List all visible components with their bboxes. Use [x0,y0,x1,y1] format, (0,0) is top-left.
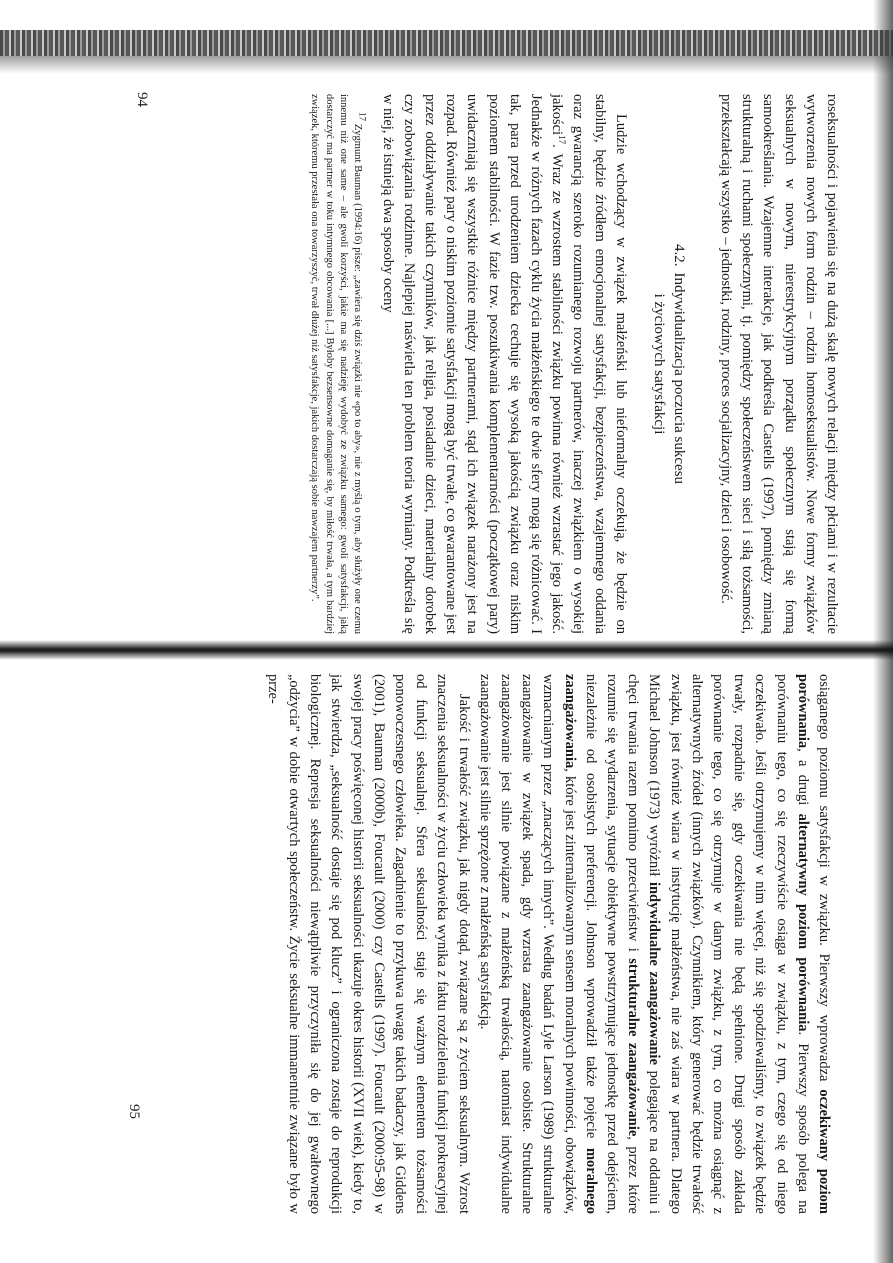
section-number: 4.2. [670,243,687,267]
scan-edge-top [0,30,893,56]
bold-term: moralnego zaangażowania [561,674,599,1214]
page-number: 95 [126,1104,142,1119]
scan-edge-shadow [0,56,893,74]
bold-term: strukturalne zaangażowanie [625,958,642,1137]
paragraph [376,94,630,634]
paragraph-text: , które jest zinternalizowanym sensem moralnych powinności, obowiązków, wzmacnianym przez „znaczących innych”. Według badań Lyle Larson (1989) strukturalne zaangażowanie w związek spada, gdy wzrasta zaangażowanie osobiste. Strukturalne zaangażowanie jest silnie powiązane z małżeńską trwałością, natomiast indywidualne zaangażowanie jest silnie sprzężone z małżeńską satysfakcją. [476,674,578,1214]
section-title-line2: i życiowych satysfakcji [650,293,667,435]
footnote-reference: 17 [557,135,567,145]
paragraph: Jakość i trwałość związku, jak nigdy dotąd, związane są z życiem seksualnym. Wzrost znaczenia seksualności w życiu człowieka wynika z faktu rozdzielenia funkcji prokreacyjnej od funkcji seksualnej. Sfera seksualności staje się ważnym elementem tożsamości ponowoczesnego człowieka. Zagadnienie to przykuwa uwagę takich badaczy, jak Giddens (2001), Bauman (2000b), Foucault (2000) czy Castells (1997). Foucault (2000:95-98) w swojej pracy poświęconej historii seksualności ukazuje okres historii (XVII wiek), kiedy to, jak stwierdza, „seksualność dostaje się pod klucz” i ograniczona zostaje do reprodukcji biologicznej. Represja seksualności niewątpliwie przyczyniła się do jej gwałtownego „odżycia” w dobie otwartych społeczeństw. Życie seksualne immanentnie związane było w prze- [264,674,472,1214]
footnote-number: 17 [357,112,368,121]
paragraph-text: polegające na oddaniu i chęci trwania razem pomimo przeciwieństw i [625,674,663,1215]
paragraph-text-continued: . Wraz ze wzrostem stabilności związku powinna również wzrastać jego jakość. Jednakże w różnych fazach cyklu życia małżeńskiego te dwie sfery mogą się różnicować. I tak, para przed urodzeniem dziecka cechuje się wysoką jakością związku oraz niskim poziomem stabilności. W fazie tzw. poszukiwania komplementarności (początkowej pary) uwidaczniają się wszystkie różnice między partnerami, stąd ich związek narażony jest na rozpad. Również pary o niskim poziomie satysfakcji mogą być trwałe, co gwarantowane jest przez oddziaływanie takich czynników, jak religia, posiadanie dzieci, materialny dorobek czy zobowiązania rodzinne. Najlepiej naświetla ten problem teoria wymiany. Podkreśla się w niej, że istnieją dwa sposoby oceny [379,94,566,634]
footnote-text: Zygmunt Bauman (1994:16) pisze: „zawiera się dziś związki nie «po to aby», nie z myślą o tym, aby służyły one czemu innemu niż one same – ale gwoli korzyści, jakie ma się nadzieję wydobyć ze związku samego: gwoli satysfakcji, jaką dostarczyć ma partner w toku intymnego obcowania [...] Byłoby bezsensowne domaganie się, by miłość trwała, a tym bardziej związek, któremu przestała ona towarzyszyć, trwał dłużej niż satysfakcje, jakich dostarczają sobie nawzajem partnerzy”. [309,94,364,635]
paragraph-text: . Pierwszy sposób polega na porównaniu tego, co się rzeczywiście osiąga w związku, z tym, czego się od niego oczekiwało. Jeśli otrzymujemy w nim więcej, niż się spodziewaliśmy, to związek będzie trwały, rozpadnie się, gdy oczekiwania nie będą spełnione. Drugi sposób zakłada porównanie tego, co się otrzymuje w danym związku, z tym, co można osiągnąć z alternatywnych źródeł (innych związków). Czynnikiem, który generować będzie trwałość związku, jest również wiara w instytucję małżeństwa, nie zaś wiara w partnera. Dlatego Michael Johnson (1973) wyróżnił [646,674,811,1214]
bold-term: alternatywny poziom porównania [794,813,811,1032]
paragraph-text: Ludzie wchodzący w związek małżeński lub nieformalny oczekują, że będzie on stabilny, będzie źródłem emocjonalnej satysfakcji, bezpieczeństwa, wzajemnego oddania oraz gwarancją szeroko rozumianego rozwoju partnerów, inaczej związkiem o wysokiej jakości [549,94,629,634]
paragraph-text: , przez które rozumie się wydarzenia, sytuacje obiektywne powstrzymujące jednostkę przed odejściem, niezależnie od osobistych preferencji. Johnson wprowadził także pojęcie [582,674,642,1214]
paragraph-text: , a drugi [794,748,811,814]
page-number: 94 [134,92,150,107]
section-heading [649,94,689,634]
section-title-line1: Indywidualizacja poczucia sukcesu [670,272,687,485]
scan-edge-right [873,0,893,1263]
left-page-body [307,94,842,634]
bold-term: oczekiwany poziom porównania [794,674,832,1214]
paragraph [474,674,834,1214]
right-page-body [262,674,834,1214]
paragraph-text: osiąganego poziomu satysfakcji w związku. Pierwszy wprowadza [816,674,832,1090]
intro-paragraph: roseksualności i pojawienia się na dużą skalę nowych relacji między płciami i w rezultacie wytworzenia nowych form rodzin – rodzin homoseksualistów. Nowe formy związków seksualnych w nowym, nierestrykcyjnym porządku społecznym stają się formą samookreślania. Wzajemne interakcje, jak podkreśla Castells (1997), pomiędzy zmianą strukturalną i ruchami społecznymi, tj. pomiędzy społeczeństwem sieci i siłą tożsamości, przekształcają wszystko – jednostki, rodziny, proces socjalizacyjny, dzieci i osobowość. [717,94,840,634]
bold-term: indywidualne zaangażowanie [646,881,663,1065]
footnote [307,94,368,635]
left-page [70,84,850,644]
right-page [60,664,840,1224]
